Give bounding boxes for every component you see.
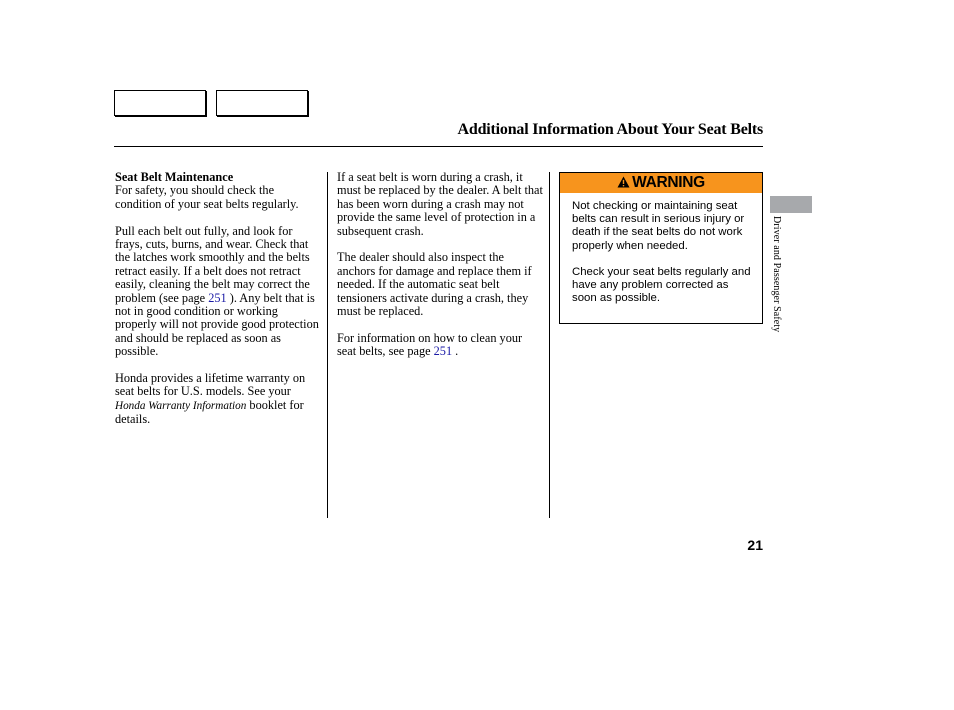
page-link[interactable]: 251 — [433, 344, 453, 359]
cleaning-reference-paragraph — [337, 332, 543, 359]
warranty-booklet-title: Honda Warranty Information — [115, 399, 247, 412]
warning-label: WARNING — [632, 174, 705, 191]
crash-replacement-paragraph: If a seat belt is worn during a crash, it must be replaced by the dealer. A belt that has been worn during a crash may not provide the same level of protection in a subsequent crash. — [337, 170, 543, 238]
previous-page-button[interactable] — [114, 90, 206, 116]
column-divider — [549, 172, 550, 518]
section-tab-label: Driver and Passenger Safety — [771, 216, 782, 333]
warranty-paragraph — [115, 372, 321, 427]
warning-header — [560, 173, 762, 193]
paragraph-text: For safety, you should check the condition of your seat belts regularly. — [115, 183, 299, 211]
next-page-button[interactable] — [216, 90, 308, 116]
warning-text: Not checking or maintaining seat belts can result in serious injury or death if the seat belts do not work properly when needed. — [572, 200, 745, 252]
paragraph-text: booklet for details. — [115, 397, 304, 427]
left-column — [115, 171, 321, 440]
middle-column — [337, 171, 543, 372]
section-heading: Seat Belt Maintenance — [115, 170, 234, 184]
section-tab[interactable] — [770, 196, 812, 213]
warning-triangle-icon — [617, 176, 630, 191]
page-title: Additional Information About Your Seat Belts — [457, 121, 763, 138]
title-divider — [114, 146, 763, 147]
column-divider — [327, 172, 328, 518]
dealer-inspection-paragraph: The dealer should also inspect the anchors for damage and replace them if needed. If the automatic seat belt tensioners activate during a crash, they must be replaced. — [337, 250, 532, 319]
warning-body — [560, 193, 762, 306]
paragraph-text: For information on how to clean your seat belts, see page — [337, 330, 523, 359]
warning-box — [559, 172, 763, 324]
maintenance-intro — [115, 171, 321, 211]
paragraph-text: Honda provides a lifetime warranty on seat belts for U.S. models. See your — [115, 371, 306, 399]
paragraph-text: ). Any belt that is not in good condition or working properly will not provide good protection and should be replaced as soon as possible. — [115, 290, 319, 359]
paragraph-text: Pull each belt out fully, and look for frays, cuts, burns, and wear. Check that the latches work smoothly and the belts retract easily. If a belt does not retract easily, cleaning the belt may correct the problem (see page — [115, 223, 310, 305]
warning-text: Check your seat belts regularly and have any problem corrected as soon as possible. — [572, 266, 751, 305]
page-number: 21 — [747, 537, 763, 553]
page-link[interactable]: 251 — [208, 290, 227, 305]
paragraph-text: . — [452, 344, 459, 359]
inspection-paragraph — [115, 225, 321, 359]
